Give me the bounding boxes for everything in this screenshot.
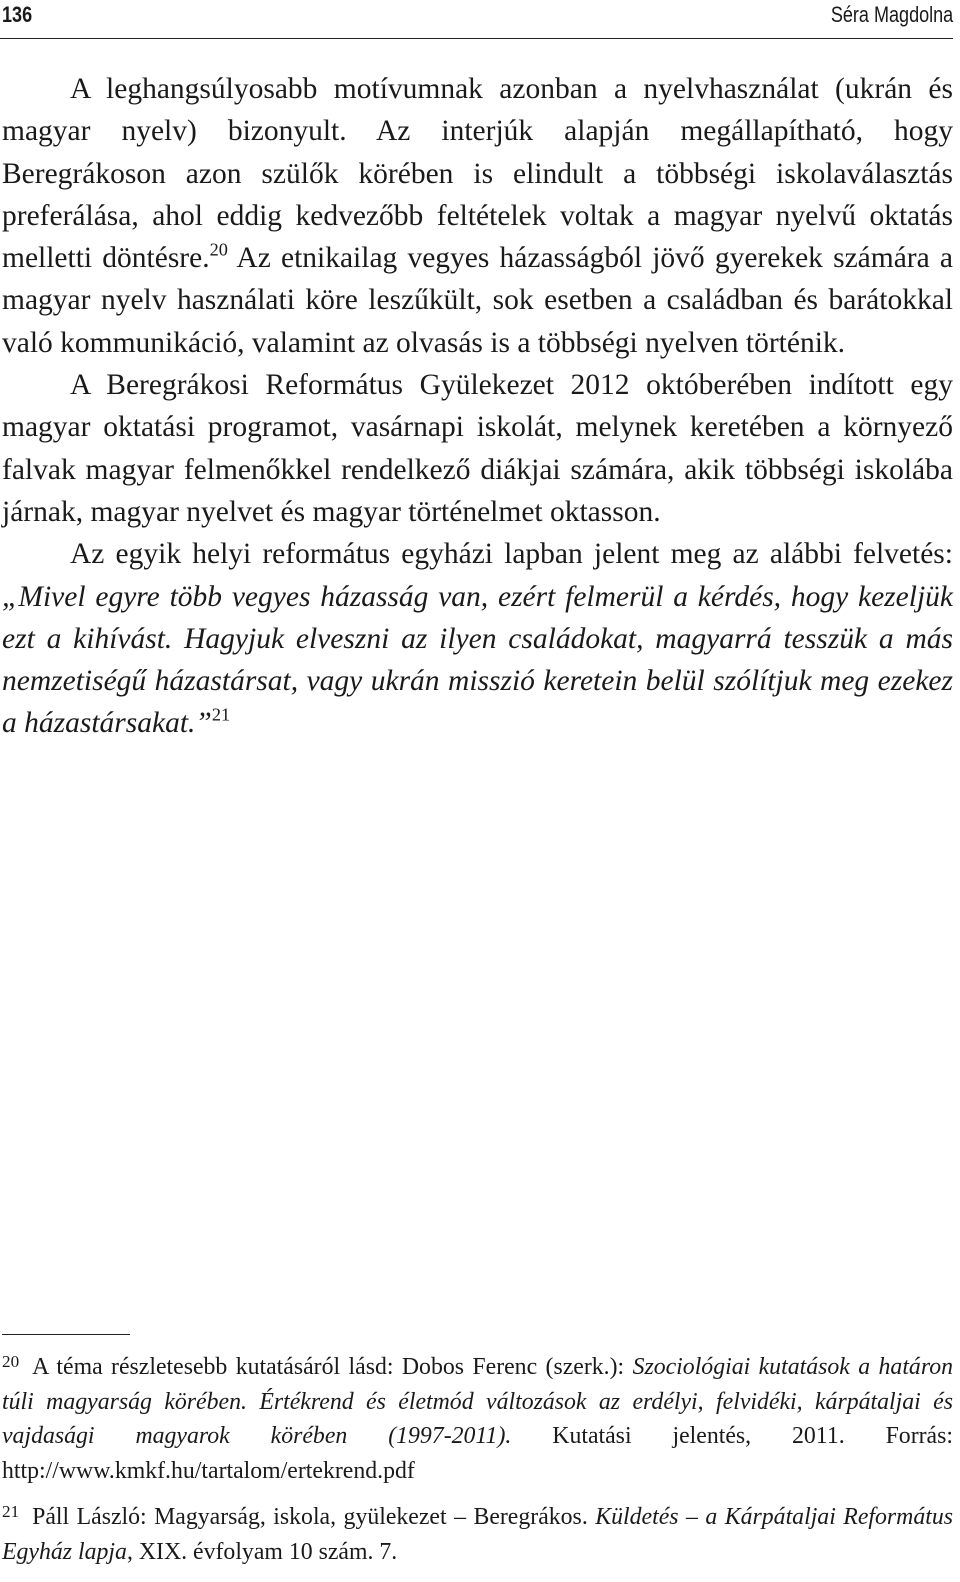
footnote-title: Küldetés – a Kárpátaljai Református Egyház lapja: [2, 1504, 954, 1565]
paragraph-3-text: Az egyik helyi református egyházi lapban jelent meg az alábbi felvetés:: [70, 538, 953, 571]
footnote-separator: [2, 1334, 130, 1335]
paragraph-1-text-b: Az etnikailag vegyes házasságból jövő gyerekek számára a magyar nyelv használati köre leszűkült, sok esetben a családban és barátokkal való kommunikáció, valamint az olvasás is a többségi nyelven történik.: [2, 242, 953, 359]
footnote-title: Szociológiai kutatások a határon túli magyarság körében. Értékrend és életmód változások az erdélyi, felvidéki, kárpátaljai és vajdasági magyarok körében (1997-2011).: [2, 1354, 953, 1450]
paragraph-3: [2, 533, 953, 744]
page-number: 136: [2, 2, 33, 27]
quotation: „Mivel egyre több vegyes házasság van, ezért felmerül a kérdés, hogy kezeljük ezt a kihívást. Hagyjuk elveszni az ilyen családokat, magyarrá tesszük a más nemzetiségű házastársat, vagy ukrán misszió keretein belül szólítjuk meg ezekez a házastársakat.”: [2, 580, 953, 740]
footnote-text: A téma részletesebb kutatásáról lásd: Dobos Ferenc (szerk.):: [32, 1354, 633, 1380]
footnote-source: Kutatási jelentés, 2011. Forrás: http://www.kmkf.hu/tartalom/ertekrend.pdf: [2, 1423, 953, 1484]
footnote-number: 20: [2, 1351, 20, 1371]
running-author: Séra Magdolna: [830, 2, 953, 27]
paragraph-2: A Beregrákosi Református Gyülekezet 2012 októberében indított egy magyar oktatási programot, vasárnapi iskolát, melynek keretében a környező falvak magyar felmenőkkel rendelkező diákjai számára, akik többségi iskolába járnak, magyar nyelvet és magyar történelmet oktasson.: [2, 369, 953, 528]
footnote-source: , XIX. évfolyam 10 szám. 7.: [126, 1538, 398, 1565]
paragraph-1-text-a: A leghangsúlyosabb motívumnak azonban a nyelvhasználat (ukrán és magyar nyelv) bizonyult. Az interjúk alapján megállapítható, hogy Beregrákoson azon szülők körében is elindult a többségi iskolaválasztás preferálása, ahol eddig kedvezőbb feltételek voltak a magyar nyelvű oktatás melletti döntésre.: [2, 73, 953, 275]
footnote-20: [2, 1350, 953, 1488]
footnotes: [2, 1350, 953, 1582]
body-text: [2, 68, 953, 745]
paragraph-1: [2, 68, 953, 364]
footnote-ref-20[interactable]: 20: [209, 239, 228, 260]
running-header: [0, 0, 953, 39]
footnote-21: [2, 1500, 953, 1569]
footnote-number: 21: [2, 1502, 20, 1522]
footnote-text: Páll László: Magyarság, iskola, gyülekezet – Beregrákos.: [32, 1504, 596, 1531]
footnote-ref-21[interactable]: 21: [211, 705, 231, 726]
